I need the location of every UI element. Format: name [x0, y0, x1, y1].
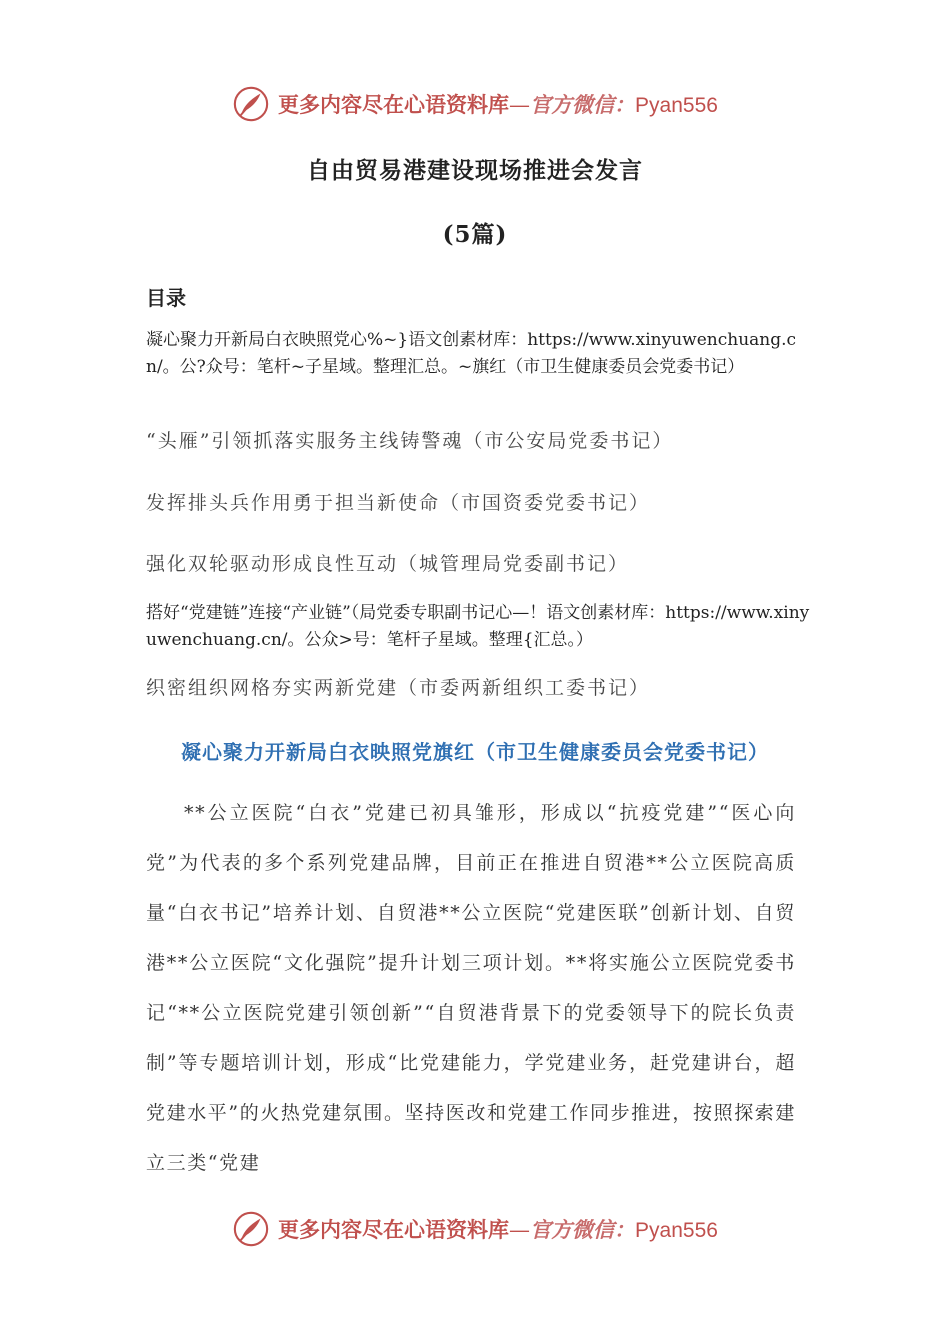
toc-item[interactable]: “头雁”引领抓落实服务主线铸警魂（市公安局党委书记） — [146, 430, 674, 452]
banner-separator: — — [509, 1218, 531, 1242]
quill-logo-icon — [232, 1210, 270, 1248]
toc-item[interactable]: 强化双轮驱动形成良性互动（城管理局党委副书记） — [146, 553, 630, 575]
toc-item[interactable]: 织密组织网格夯实两新党建（市委两新组织工委书记） — [146, 677, 651, 699]
banner-main: 更多内容尽在心语资料库 — [278, 92, 510, 117]
toc-item[interactable]: 发挥排头兵作用勇于担当新使命（市国资委党委书记） — [146, 492, 651, 514]
toc-item[interactable]: 搭好“党建链”连接“产业链”（局党委专职副书记心—！语文创素材库：https://www.xinyuwenchuang.cn/。公众>号：笔杆子星域。整理{汇总。） — [146, 603, 810, 650]
footer-banner — [0, 1207, 950, 1251]
banner-separator: — — [509, 93, 531, 117]
toc-heading: 目录 — [146, 286, 186, 310]
banner-main: 更多内容尽在心语资料库 — [278, 1217, 510, 1242]
section-heading: 凝心聚力开新局白衣映照党旗红（市卫生健康委员会党委书记） — [181, 740, 769, 764]
banner-wechat-id: Pyan556 — [635, 1219, 718, 1242]
document-title: 自由贸易港建设现场推进会发言 — [307, 157, 643, 184]
header-banner — [0, 82, 950, 126]
document-subtitle: (5篇) — [442, 221, 508, 248]
banner-official: 官方微信： — [530, 1217, 636, 1242]
banner-text — [278, 1214, 718, 1244]
toc-item[interactable]: 凝心聚力开新局白衣映照党心%~}语文创素材库：https://www.xinyuwenchuang.cn/。公?众号：笔杆~子星域。整理汇总。~旗红（市卫生健康委员会党委书记） — [146, 330, 797, 377]
quill-logo-icon — [232, 85, 270, 123]
body-paragraph: **公立医院“白衣”党建已初具雏形，形成以“抗疫党建”“医心向党”为代表的多个系列党建品牌，目前正在推进自贸港**公立医院高质量“白衣书记”培养计划、自贸港**公立医院“党建医联”创新计划、自贸港**公立医院“文化强院”提升计划三项计划。**将实施公立医院党委书记“**公立医院党建引领创新”“自贸港背景下的党委领导下的院长负责制”等专题培训计划，形成“比党建能力，学党建业务，赶党建讲台，超党建水平”的火热党建氛围。坚持医改和党建工作同步推进，按照探索建立三类“党建 — [146, 802, 796, 1174]
banner-official: 官方微信： — [530, 92, 636, 117]
banner-wechat-id: Pyan556 — [635, 94, 718, 117]
banner-text — [278, 89, 718, 119]
